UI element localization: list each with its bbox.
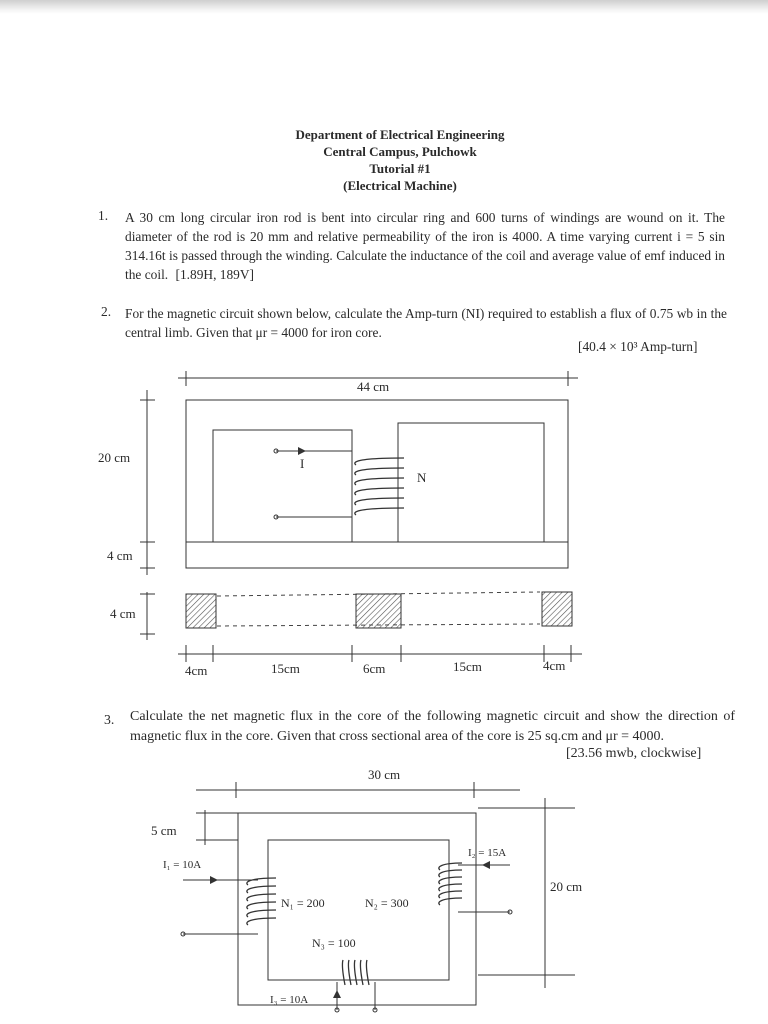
fig1-bottom-label: 15cm <box>271 661 300 676</box>
fig1-bottom-label: 4cm <box>185 663 208 678</box>
fig2-core-outer <box>238 813 476 1005</box>
question-1-answer: [1.89H, 189V] <box>175 267 254 282</box>
fig2-width-label: 30 cm <box>368 767 401 782</box>
campus-title: Central Campus, Pulchowk <box>323 144 477 159</box>
subject-title: (Electrical Machine) <box>343 178 457 193</box>
tutorial-title: Tutorial #1 <box>369 161 431 176</box>
question-3-answer: [23.56 mwb, clockwise] <box>566 746 702 761</box>
fig1-turns-label: N <box>417 470 427 485</box>
fig1-width-label: 44 cm <box>357 379 390 394</box>
fig1-bottom-label: 15cm <box>453 659 482 674</box>
fig1-height-label: 20 cm <box>98 450 131 465</box>
fig2-i2-arrow-icon <box>482 861 490 869</box>
fig2-n1-label: N₁ = 200 <box>281 896 325 910</box>
fig1-bottom-label: 6cm <box>363 661 386 676</box>
fig1-current-label: I <box>300 456 305 471</box>
department-title: Department of Electrical Engineering <box>295 127 505 142</box>
question-2-number: 2. <box>101 304 112 319</box>
question-2-text: For the magnetic circuit shown below, calculate the Amp-turn (NI) required to establish a flux of 0.75 wb in the central limb. Given that μr = 4000 for iron core. <box>125 306 727 340</box>
fig2-n3-label: N₃ = 100 <box>312 936 356 950</box>
fig2-i1-arrow-icon <box>210 876 218 884</box>
fig2-core-window <box>268 840 449 980</box>
fig2-i2-label: I₂ = 15A <box>468 847 507 859</box>
fig2-n2-label: N₂ = 300 <box>365 896 409 910</box>
question-3-text: Calculate the net magnetic flux in the core of the following magnetic circuit and show the direction of magnetic flux in the core. Given that cross sectional area of the core is 25 sq.cm and μr = 4000. <box>130 709 735 744</box>
fig1-depth-label: 4 cm <box>110 606 136 621</box>
fig2-coil-2 <box>439 863 462 905</box>
fig2-height-label: 20 cm <box>550 879 583 894</box>
fig2-limb-label: 5 cm <box>151 823 177 838</box>
question-2-answer: [40.4 × 10³ Amp-turn] <box>578 339 698 354</box>
question-1-text: A 30 cm long circular iron rod is bent into circular ring and 600 turns of windings are wound on it. The diameter of the rod is 20 mm and relative permeability of the iron is 4000. A time varying current i = 5 sin 314.16t is passed through the winding. Calculate the inductance of the coil and average value of emf induced in the coil. <box>125 210 725 282</box>
fig2-i1-label: I₁ = 10A <box>163 859 202 871</box>
fig1-bottom-label: 4cm <box>543 658 566 673</box>
fig1-limb-label: 4 cm <box>107 548 133 563</box>
fig2-coil-1 <box>247 878 276 925</box>
fig2-coil-3 <box>342 960 369 985</box>
question-3-number: 3. <box>104 712 115 727</box>
fig2-i3-arrow-icon <box>333 990 341 998</box>
fig2-i3-label: I₃ = 10A <box>270 994 309 1006</box>
question-1-number: 1. <box>98 208 109 223</box>
